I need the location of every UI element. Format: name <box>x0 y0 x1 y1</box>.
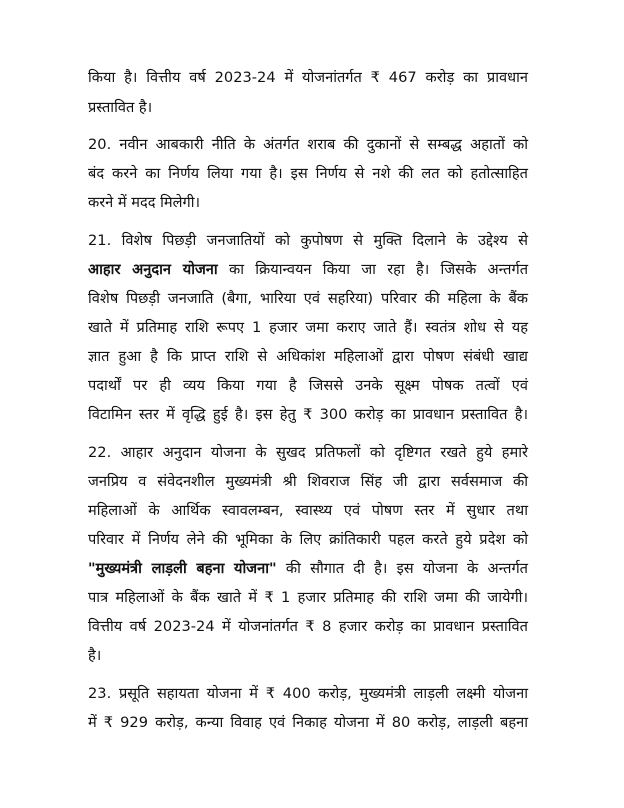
scheme-name-bold: आहार अनुदान योजना <box>88 261 218 278</box>
para-19-line-1: किया है। वित्तीय वर्ष 2023-24 में योजनांतर्गत ₹ 467 करोड़ का प्रावधान <box>88 69 528 86</box>
para-22-line-6: पात्र महिलाओं के बैंक खाते में ₹ 1 हजार प्रतिमाह की राशि जमा की जायेगी। <box>88 589 528 606</box>
para-21-line-1: 21. विशेष पिछड़ी जनजातियों को कुपोषण से मुक्ति दिलाने के उद्देश्य से <box>88 232 528 249</box>
para-20-line-1: 20. नवीन आबकारी नीति के अंतर्गत शराब की दुकानों से सम्बद्ध अहातों को <box>88 136 528 153</box>
para-21-line-5: ज्ञात हुआ है कि प्राप्त राशि से अधिकांश महिलाओं द्वारा पोषण संबंधी खाद्य <box>88 348 528 365</box>
para-21-line-7: विटामिन स्तर में वृद्धि हुई है। इस हेतु ₹ 300 करोड़ का प्रावधान प्रस्तावित है। <box>88 406 528 423</box>
para-23-line-1: 23. प्रसूति सहायता योजना में ₹ 400 करोड़, मुख्यमंत्री लाड़ली लक्ष्मी योजना <box>88 685 528 702</box>
para-22-line-8: है। <box>88 647 102 664</box>
para-21-line-6: पदार्थों पर ही व्यय किया गया है जिससे उनके सूक्ष्म पोषक तत्वों एवं <box>88 377 528 394</box>
para-22-line-5-rest: की सौगात दी है। इस योजना के अन्तर्गत <box>276 560 529 577</box>
para-22-line-4: परिवार में निर्णय लेने की भूमिका के लिए क्रांतिकारी पहल करते हुये प्रदेश को <box>88 531 528 548</box>
para-21-line-2-rest: का क्रियान्वयन किया जा रहा है। जिसके अन्तर्गत <box>217 261 529 278</box>
para-22-line-3: महिलाओं के आर्थिक स्वावलम्बन, स्वास्थ्य एवं पोषण स्तर में सुधार तथा <box>88 502 528 519</box>
para-21-line-4: खाते में प्रतिमाह राशि रूपए 1 हजार जमा कराए जाते हैं। स्वतंत्र शोध से यह <box>88 319 528 336</box>
para-22-line-1: 22. आहार अनुदान योजना के सुखद प्रतिफलों को दृष्टिगत रखते हुये हमारे <box>88 444 528 461</box>
para-20-line-3: करने में मदद मिलेगी। <box>88 194 201 211</box>
para-21-line-3: विशेष पिछड़ी जनजाति (बैगा, भारिया एवं सहरिया) परिवार की महिला के बैंक <box>88 290 528 307</box>
para-23-line-2: में ₹ 929 करोड़, कन्या विवाह एवं निकाह योजना में 80 करोड़, लाड़ली बहना <box>88 714 528 731</box>
para-22-line-7: वित्तीय वर्ष 2023-24 में योजनांतर्गत ₹ 8 हजार करोड़ का प्रावधान प्रस्तावित <box>88 618 528 635</box>
ladli-behna-scheme-bold: "मुख्यमंत्री लाड़ली बहना योजना" <box>88 560 277 577</box>
para-22-line-5 <box>88 559 528 579</box>
para-19-line-2: प्रस्तावित है। <box>88 99 153 116</box>
para-20-line-2: बंद करने का निर्णय लिया गया है। इस निर्णय से नशे की लत को हतोत्साहित <box>88 165 528 182</box>
para-22-line-2: जनप्रिय व संवेदनशील मुख्यमंत्री श्री शिवराज सिंह जी द्वारा सर्वसमाज की <box>88 473 528 490</box>
para-21-line-2 <box>88 260 528 280</box>
